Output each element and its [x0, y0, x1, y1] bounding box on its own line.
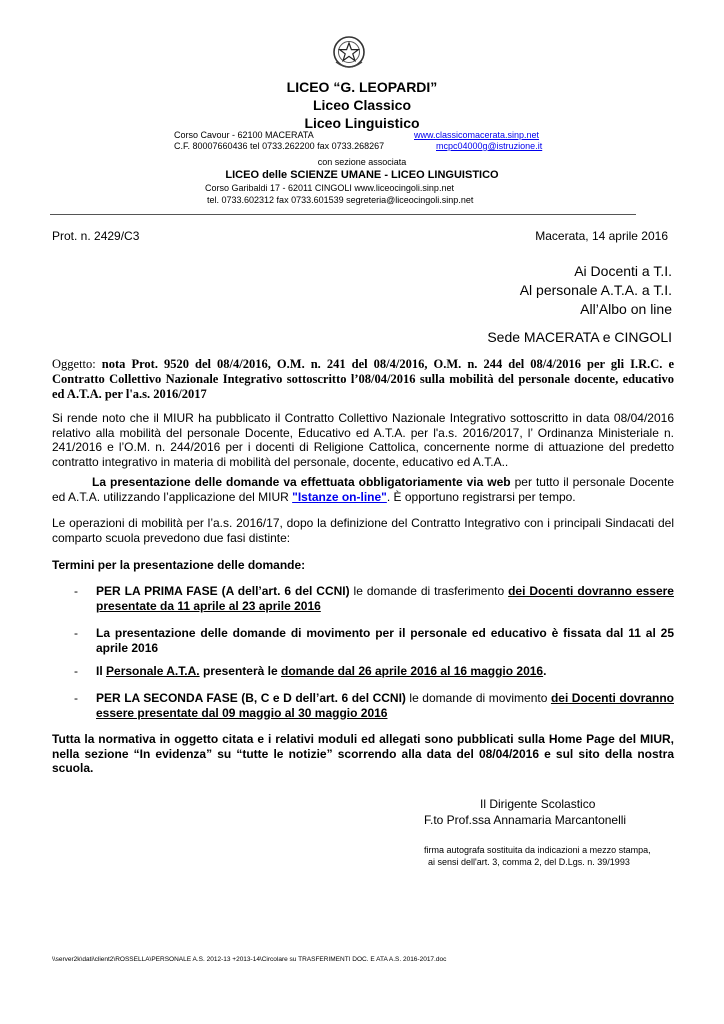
subject-block: [52, 357, 674, 402]
ata-prefix: Il: [96, 664, 107, 678]
bullet-educational-staff: La presentazione delle domande di movimento per il personale ed educativo è fissata dal 11 al 25 aprile 2016: [96, 626, 674, 655]
ata-mid: presenterà le: [199, 664, 281, 678]
second-phase-text: le domande di movimento: [405, 691, 551, 705]
recipient-albo: All’Albo on line: [580, 301, 672, 317]
school-email-link[interactable]: mcpc04000g@istruzione.it: [436, 141, 543, 151]
first-phase-deadline: dei Docenti dovranno essere presentate da 11 aprile al 23 aprile 2016: [96, 584, 674, 613]
first-phase-title: PER LA PRIMA FASE (A dell’art. 6 del CCNI): [96, 584, 350, 598]
intro-paragraph: Si rende noto che il MIUR ha pubblicato il Contratto Collettivo Nazionale Integrativo sottoscritto in data 08/04/2016 relativo alla mobilità del personale Docente, Educativo ed A.T.A. per l'a.s. 2016/2017, l’ Ordinanza Ministeriale n. 241/2016 e l’O.M. n. 244/2016 per i docenti di Religione Cattolica, concernente norme di attuazione del predetto contratto integrativo in materia di mobilità del personale, docente, educativo ed A.T.A..: [52, 411, 674, 469]
school-subtitle-linguistico: Liceo Linguistico: [304, 115, 420, 131]
ata-label: Personale A.T.A.: [106, 664, 200, 678]
recipient-seat: Sede MACERATA e CINGOLI: [487, 329, 672, 345]
letter-date: Macerata, 14 aprile 2016: [535, 229, 668, 243]
bullet-second-phase: [96, 691, 674, 720]
school-website-link[interactable]: www.classicomacerata.sinp.net: [414, 130, 540, 140]
associated-school-contacts: tel. 0733.602312 fax 0733.601539 segreteria@liceocingoli.sinp.net: [207, 195, 474, 205]
ata-end: .: [543, 664, 547, 678]
phases-paragraph: Le operazioni di mobilità per l’a.s. 2016/17, dopo la definizione del Contratto Integrativo con i principali Sindacati del comparto scuola prevedono due fasi distinte:: [52, 516, 674, 545]
recipient-teachers: Ai Docenti a T.I.: [574, 263, 672, 279]
ata-deadline: domande dal 26 aprile 2016 al 16 maggio 2016: [280, 664, 544, 678]
associated-school-name: LICEO delle SCIENZE UMANE - LICEO LINGUISTICO: [225, 169, 499, 181]
first-phase-text: le domande di trasferimento: [349, 584, 509, 598]
submission-text: per tutto il personale Docente ed A.T.A. utilizzando l’applicazione del MIUR: [52, 475, 674, 504]
bullet-first-phase: [96, 584, 674, 613]
subject-label: Oggetto:: [52, 357, 96, 371]
signature-role: Il Dirigente Scolastico: [480, 797, 596, 811]
bullet-ata-staff: [96, 664, 674, 679]
bullet-dash: -: [74, 626, 78, 640]
signature-note-2: ai sensi dell'art. 3, comma 2, del D.Lgs. n. 39/1993: [428, 857, 630, 867]
bullet-dash: -: [74, 584, 78, 598]
bullet-dash: -: [74, 691, 78, 705]
associated-section-label: con sezione associata: [317, 157, 407, 167]
istanze-online-link[interactable]: "Istanze on-line": [292, 489, 387, 504]
bullet-dash: -: [74, 664, 78, 678]
subject-text: nota Prot. 9520 del 08/4/2016, O.M. n. 241 del 08/4/2016, O.M. n. 244 del 08/4/2016 per gli I.R.C. e Contratto Collettivo Nazionale Integrativo sottoscritto l’08/04/2016 sulla mobilità del personale docente, educativo ed A.T.A. per l'a.s. 2016/2017: [52, 357, 675, 401]
second-phase-deadline: dei Docenti dovranno essere presentate dal 09 maggio al 30 maggio 2016: [96, 691, 674, 720]
associated-school-address: Corso Garibaldi 17 - 62011 CINGOLI www.liceocingoli.sinp.net: [205, 183, 454, 193]
protocol-number: Prot. n. 2429/C3: [52, 229, 140, 243]
school-subtitle-classico: Liceo Classico: [312, 97, 412, 113]
footer-file-path: \\server2k\dati\client2\ROSSELLA\PERSONALE A.S. 2012-13 +2013-14\Circolare su TRASFERIMENTI DOC. E ATA A.S. 2016-2017.doc: [52, 956, 447, 963]
signature-note-1: firma autografa sostituita da indicazioni a mezzo stampa,: [424, 845, 651, 855]
school-fiscal-contacts: C.F. 80007660436 tel 0733.262200 fax 0733.268267: [174, 141, 385, 151]
school-name: LICEO “G. LEOPARDI”: [286, 79, 438, 95]
terms-heading: Termini per la presentazione delle domande:: [52, 558, 306, 572]
submission-emphasis: La presentazione delle domande va effettuata obbligatoriamente via web: [92, 475, 511, 489]
second-phase-title: PER LA SECONDA FASE (B, C e D dell’art. 6 del CCNI): [96, 691, 406, 705]
signature-name: F.to Prof.ssa Annamaria Marcantonelli: [424, 813, 627, 827]
submission-paragraph: [52, 475, 674, 504]
italian-republic-emblem-icon: [332, 34, 366, 72]
header-divider: [50, 214, 636, 215]
closing-paragraph: Tutta la normativa in oggetto citata e i relativi moduli ed allegati sono pubblicati sulla Home Page del MIUR, nella sezione “In evidenza” su “tutte le notizie” scorrendo alla data del 08/04/2016 e sul sito della nostra scuola.: [52, 732, 674, 775]
recipient-ata: Al personale A.T.A. a T.I.: [519, 282, 672, 298]
submission-end: . È opportuno registrarsi per tempo.: [386, 489, 576, 504]
school-address: Corso Cavour - 62100 MACERATA: [174, 130, 314, 140]
